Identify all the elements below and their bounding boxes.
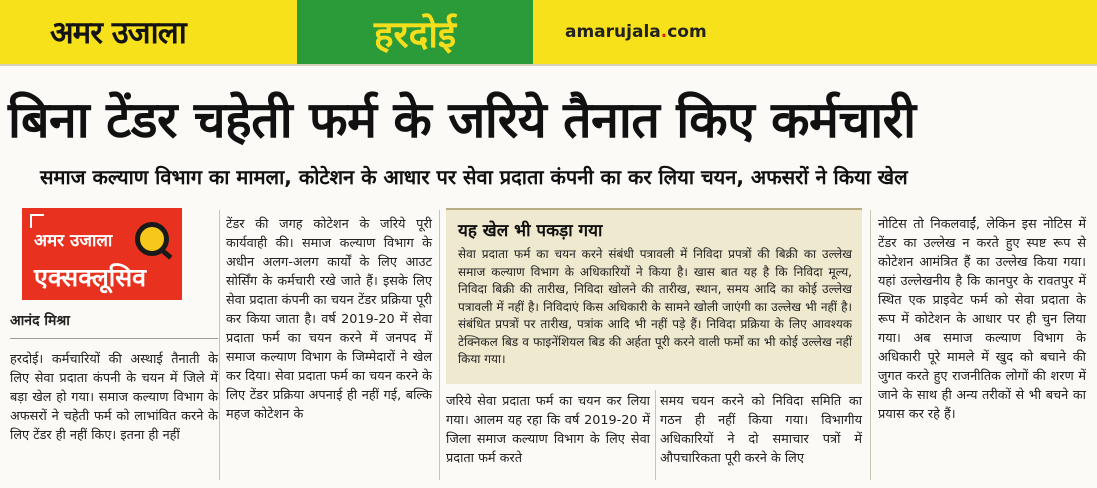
- website-tld: com: [667, 22, 707, 42]
- article-column-1: हरदोई। कर्मचारियों की अस्थाई तैनाती के लिए सेवा प्रदाता कंपनी के चयन में जिले में बड़ा खेल हो गया। समाज कल्याण विभाग के अफसरों ने चहेती फर्म को लाभांवित करने के लिए टेंडर ही नहीं किए। इतना ही नहीं: [10, 352, 218, 443]
- byline-divider: [10, 338, 218, 339]
- masthead-brand-panel: [0, 0, 297, 64]
- newspaper-logo: अमर उजाला: [50, 15, 186, 51]
- article-column-5: नोटिस तो निकलवाईं, लेकिन इस नोटिस में टेंडर का उल्लेख न करते हुए स्पष्ट रूप से कोटेशन आमंत्रित हैं का उल्लेख किया गया। यहां उल्लेखनीय है कि कानपुर के रावतपुर में स्थित एक प्राइवेट फर्म को सेवा प्रदाता के रूप में कोटेशन के आधार पर ही चुन लिया गया। अब समाज कल्याण विभाग के अधिकारी पूरे मामले में खुद को बचाने की जुगत करते हुए राजनीतिक लोगों की शरण में जाने के साथ ही अन्य तरीकों से भी बचने का प्रयास कर रहे हैं।: [878, 217, 1086, 422]
- masthead-site-panel: [533, 0, 1097, 64]
- byline: आनंद मिश्रा: [10, 313, 70, 329]
- column-divider: [219, 210, 220, 480]
- edition-city: हरदोई: [373, 12, 457, 56]
- column-divider: [655, 390, 656, 480]
- exclusive-logo-brand: अमर उजाला: [34, 231, 113, 251]
- column-divider: [439, 210, 440, 480]
- website-dot: .: [660, 22, 668, 42]
- play-arrow-icon: [30, 214, 44, 228]
- website-name: [565, 22, 707, 42]
- article-column-2: टेंडर की जगह कोटेशन के जरिये पूरी कार्यवाही की। समाज कल्याण विभाग के अधीन अलग-अलग कार्यों के लिए आउट सोर्सिंग के कर्मचारी रखे जाते हैं। इसके लिए सेवा प्रदाता कंपनी का चयन टेंडर प्रक्रिया पूरी कर किया जाता है। वर्ष 2019-20 में सेवा प्रदाता फर्म का चयन करने में जनपद में समाज कल्याण विभाग के जिम्मेदारों ने खेल कर दिया। सेवा प्रदाता फर्म का चयन करने के लिए टेंडर प्रक्रिया अपनाई ही नहीं गई, बल्कि महज कोटेशन के: [226, 217, 432, 422]
- subheadline: समाज कल्याण विभाग का मामला, कोटेशन के आधार पर सेवा प्रदाता कंपनी का कर लिया चयन, अफसरों ने किया खेल: [40, 165, 908, 189]
- sidebar-box-text: सेवा प्रदाता फर्म का चयन करने संबंधी पत्रावली में निविदा प्रपत्रों की बिक्री का उल्लेख समाज कल्याण विभाग के अधिकारियों ने किया है। खास बात यह है कि निविदा मूल्य, निविदा बिक्री की तारीख, निविदा खोलने की तारीख, स्थान, समय आदि का कोई उल्लेख पत्रावली में नहीं है। निविदाएं किस अधिकारी के सामने खोली जाएंगी का उल्लेख भी नहीं है। संबंधित प्रपत्रों पर तारीख, पत्रांक आदि भी नहीं पड़े हैं। निविदा प्रक्रिया के लिए आवश्यक टेक्निकल बिड व फाइनेंशियल बिड की अर्हता पूरी करने वाली फर्मों का भी कोई उल्लेख नहीं किया गया।: [458, 247, 852, 366]
- exclusive-logo: [22, 208, 182, 300]
- website-domain: amarujala: [565, 22, 661, 42]
- exclusive-logo-word: एक्सक्लूसिव: [34, 263, 147, 292]
- headline: बिना टेंडर चहेती फर्म के जरिये तैनात किए कर्मचारी: [8, 91, 916, 149]
- sidebar-box-title: यह खेल भी पकड़ा गया: [458, 221, 603, 241]
- sidebar-box: [446, 208, 862, 384]
- masthead: [0, 0, 1097, 66]
- article-column-4: समय चयन करने को निविदा समिति का गठन ही नहीं किया गया। विभागीय अधिकारियों ने दो समाचार पत्रों में औपचारिकता पूरी करने के लिए: [660, 394, 862, 466]
- column-divider: [870, 210, 871, 480]
- article-column-3: जरिये सेवा प्रदाता फर्म का चयन कर लिया गया। आलम यह रहा कि वर्ष 2019-20 में जिला समाज कल्याण विभाग के लिए सेवा प्रदाता फर्म करते: [446, 394, 650, 466]
- masthead-city-panel: [297, 0, 533, 64]
- magnifier-handle: [162, 249, 173, 259]
